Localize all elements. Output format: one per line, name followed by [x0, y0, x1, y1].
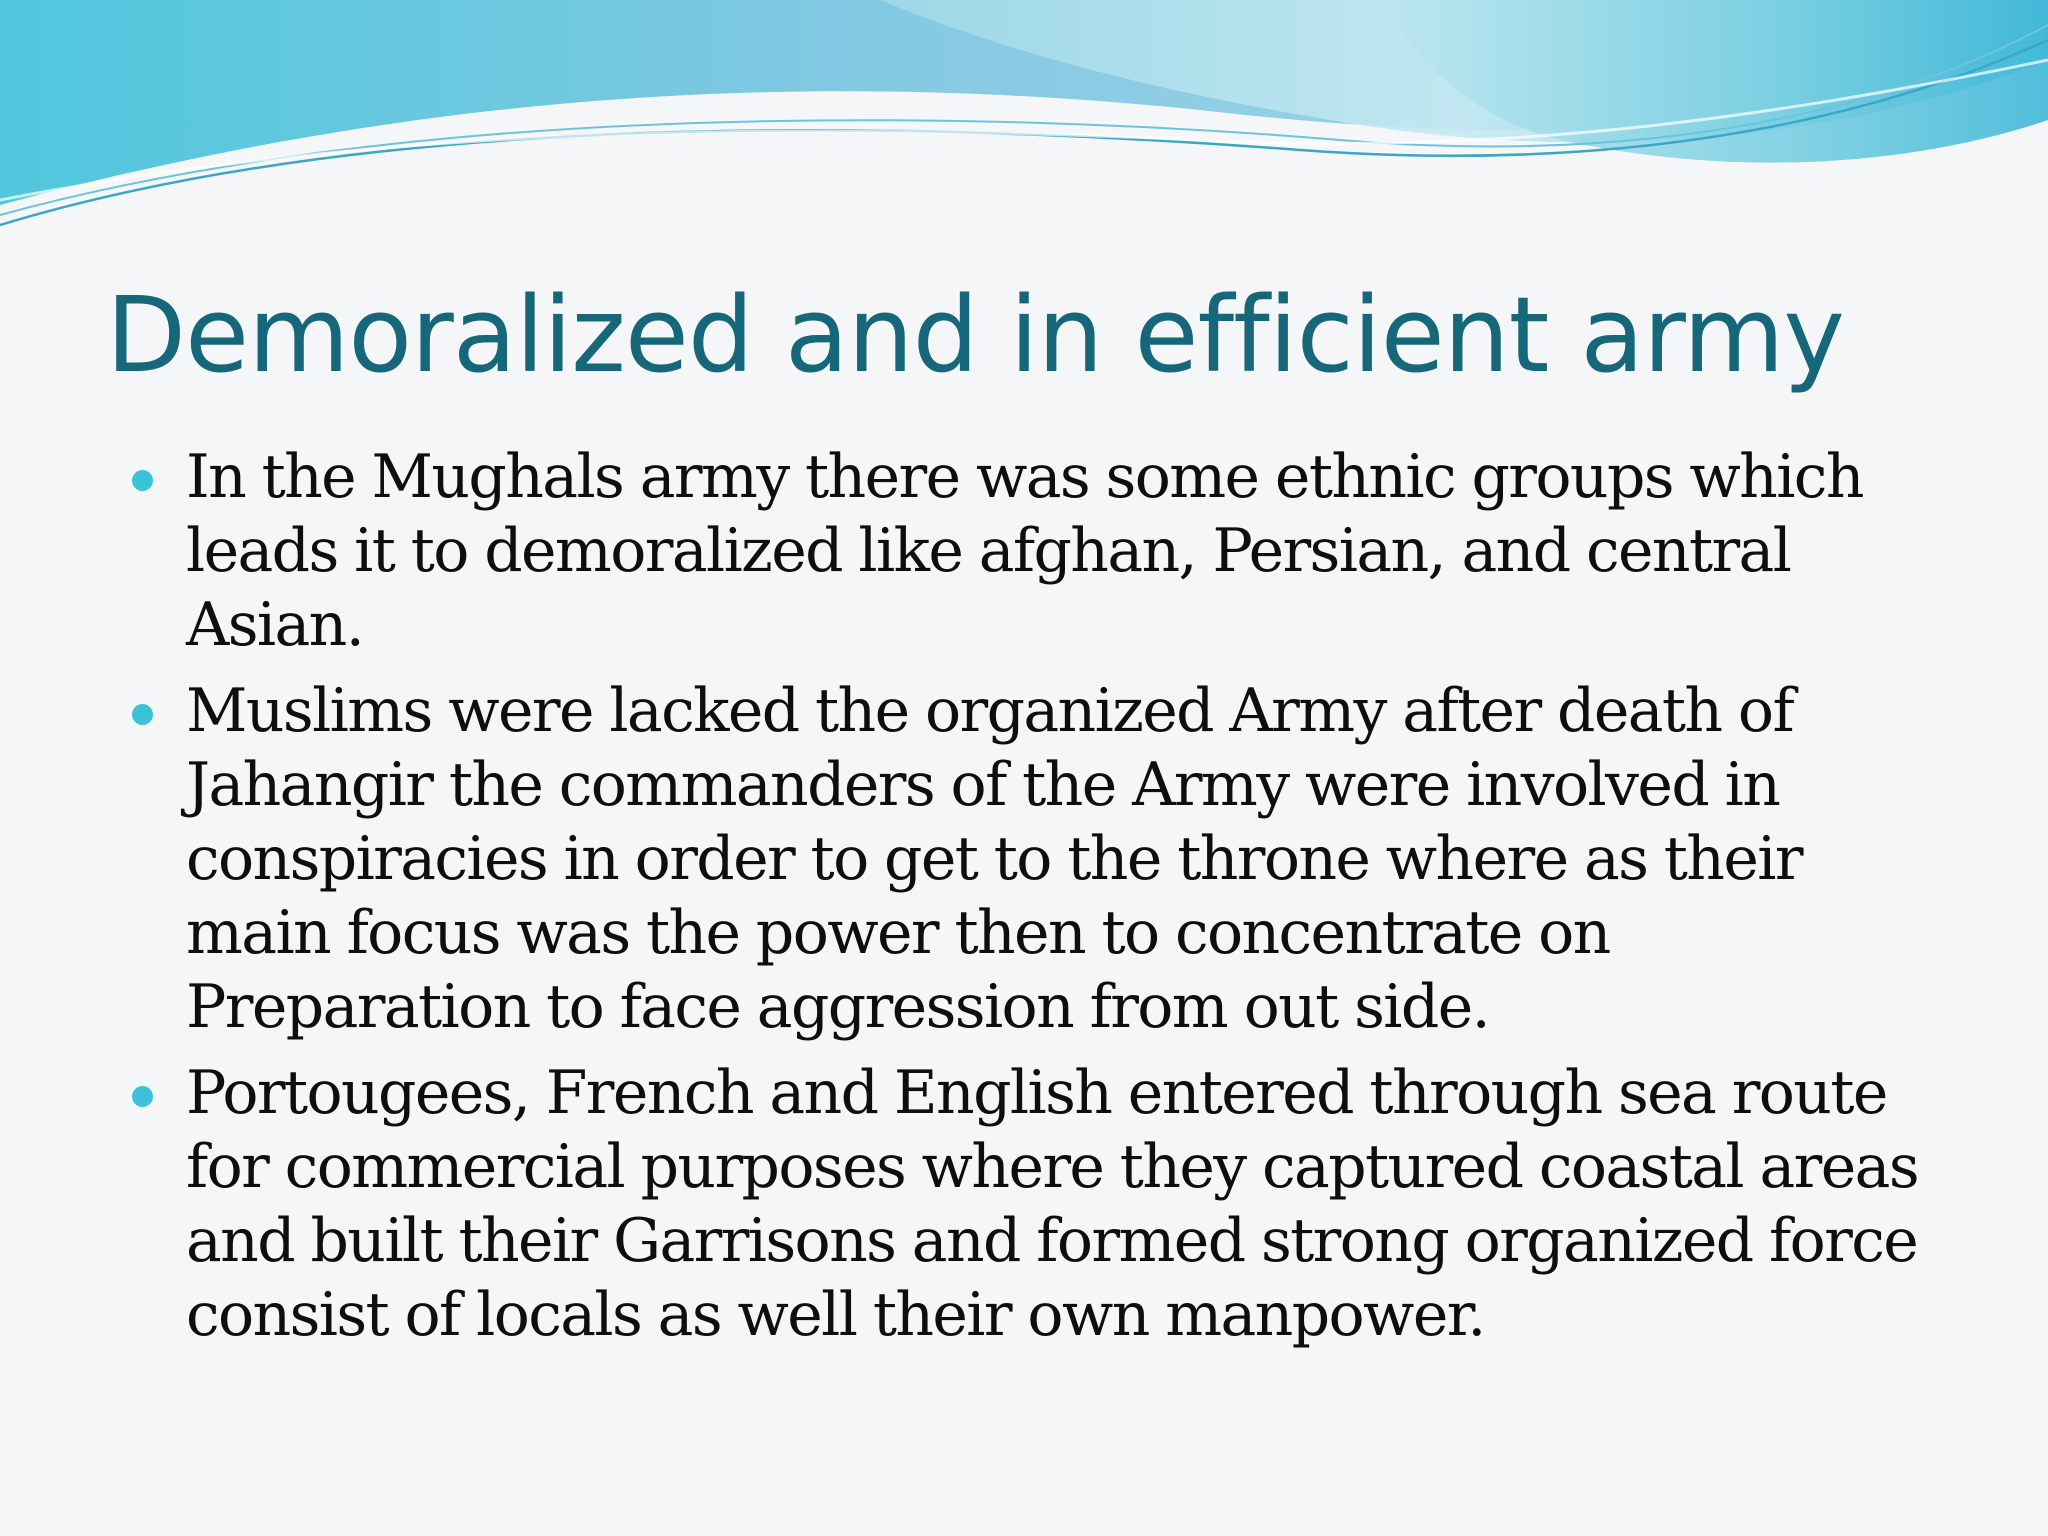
bullet-text: In the Mughals army there was some ethnic groups which leads it to demoralized like afghan, Persian, and central Asian.: [186, 442, 1863, 660]
bullet-item-2: [120, 674, 1940, 1044]
slide-title: Demoralized and in efficient army: [106, 274, 1844, 396]
bullet-item-1: [120, 440, 1940, 662]
bullet-item-3: [120, 1056, 1940, 1352]
bullet-list: [120, 440, 1940, 1364]
bullet-dot-icon: [132, 470, 153, 491]
bullet-text: Portougees, French and English entered through sea route for commercial purposes where they captured coastal areas and built their Garrisons and formed strong organized force consist of locals as well their own manpower.: [186, 1058, 1919, 1350]
bullet-dot-icon: [132, 704, 153, 725]
wave-header-decoration: [0, 0, 2048, 240]
bullet-text: Muslims were lacked the organized Army after death of Jahangir the commanders of the Army were involved in conspiracies in order to get to the throne where as their main focus was the power then to concentrate on Preparation to face aggression from out side.: [186, 676, 1802, 1042]
bullet-dot-icon: [132, 1086, 153, 1107]
